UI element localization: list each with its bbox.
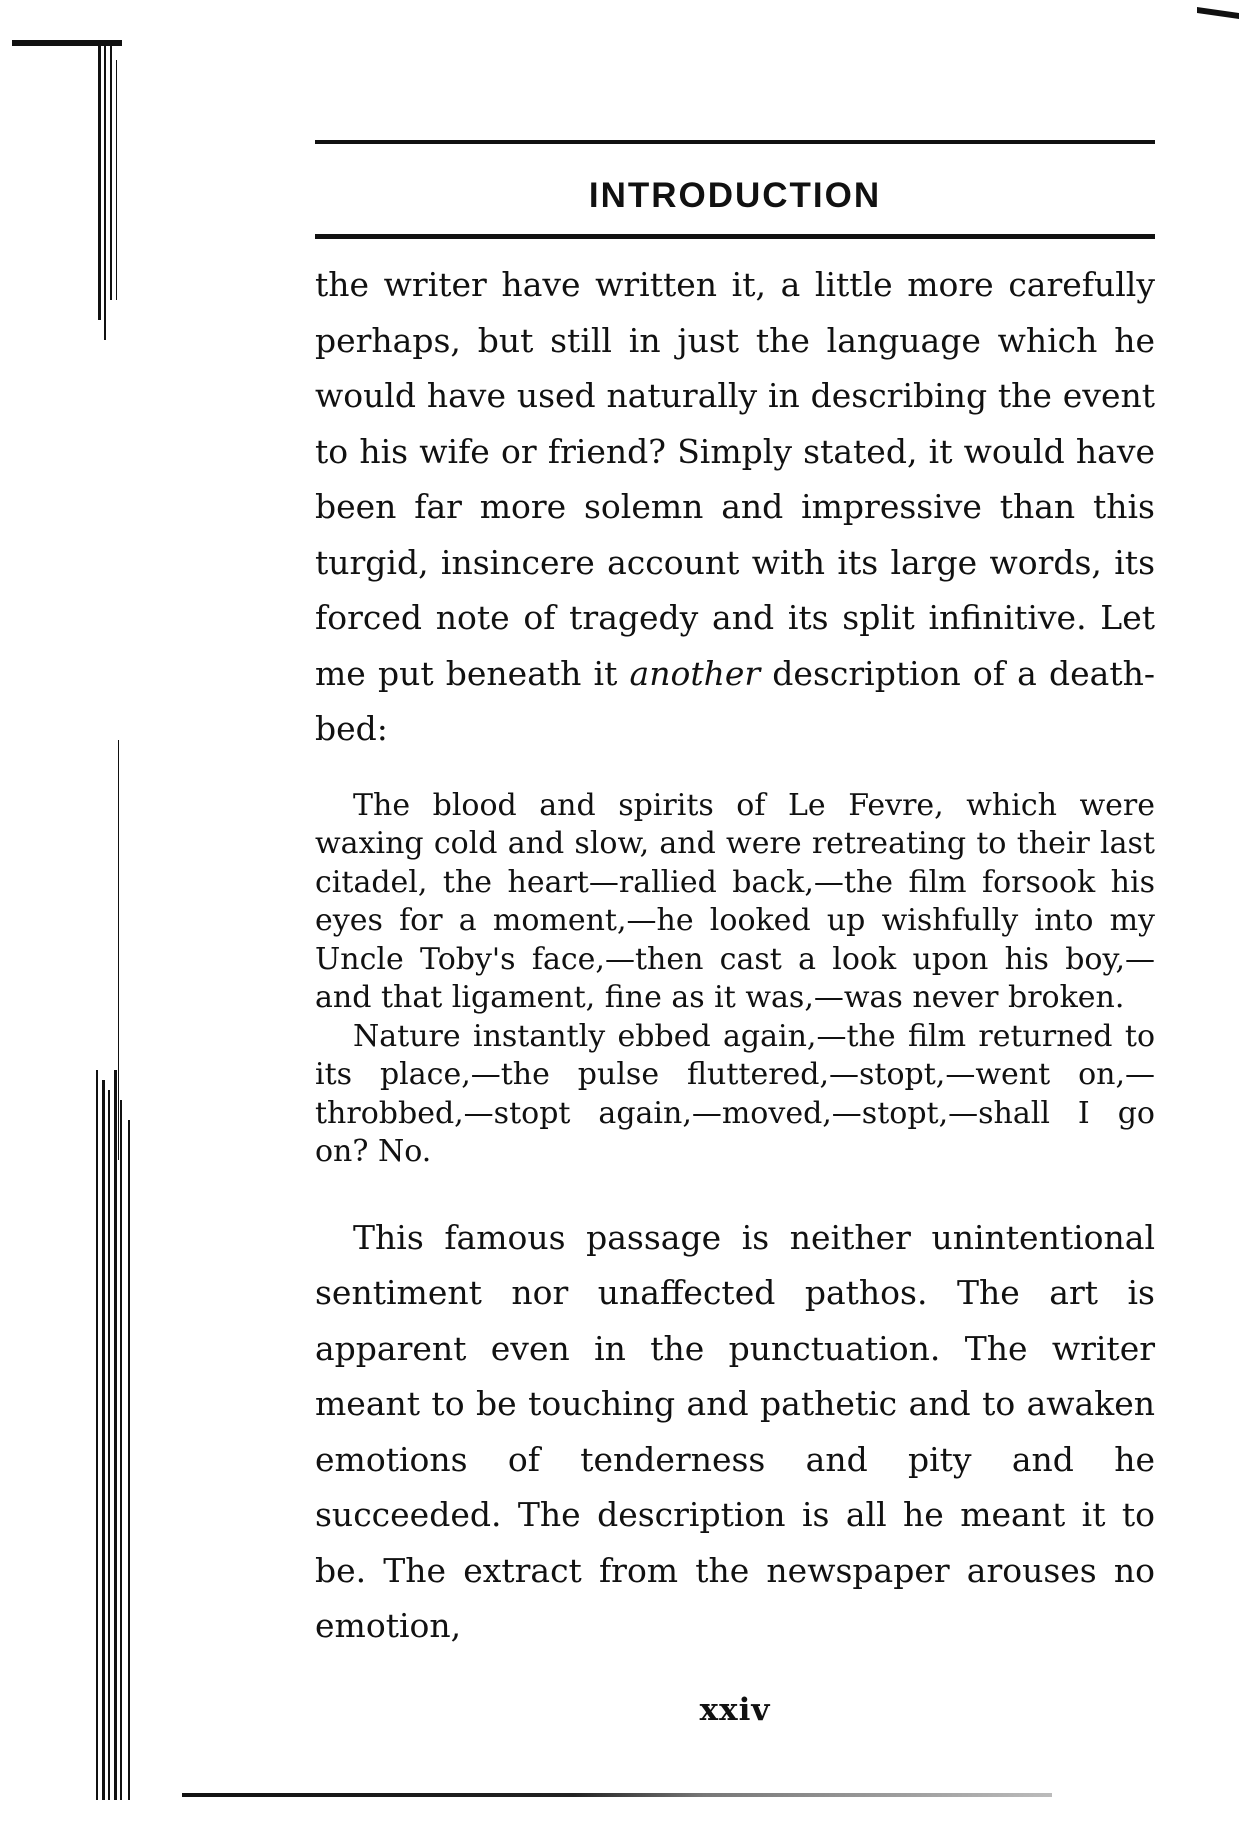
bottom-edge-rule xyxy=(182,1793,1052,1797)
header-rule-top xyxy=(315,140,1155,144)
block-quotation xyxy=(315,787,1155,1172)
page-number: xxiv xyxy=(699,1691,771,1728)
binding-edge-shadow xyxy=(0,40,175,1800)
corner-mark xyxy=(1197,7,1239,19)
quote-paragraph-1: The blood and spirits of Le Fevre, which were waxing cold and slow, and were retreating to their last citadel, the heart—rallied back,—the film forsook his eyes for a moment,—he looked up wishfully into my Uncle Toby's face,—then cast a look upon his boy,—and that ligament, fine as it was,—was never broken. xyxy=(315,787,1155,1015)
header-rule-bottom xyxy=(315,234,1155,239)
quote-paragraph-2: Nature instantly ebbed again,—the film returned to its place,—the pulse fluttered,—stopt,—went on,—throbbed,—stopt again,—moved,—stopt,—shall I go on? No. xyxy=(315,1018,1155,1169)
emphasis-another: another xyxy=(629,653,761,693)
body-paragraph-2: This famous passage is neither unintentional sentiment nor unaffected pathos. The art is apparent even in the punctuation. The writer meant to be touching and pathetic and to awaken emotions of tenderness and pity and he succeeded. The description is all he meant it to be. The extract from the newspaper arouses no emotion, xyxy=(315,1217,1155,1645)
body-paragraph-1: the writer have written it, a little more carefully perhaps, but still in just the language which he would have used naturally in describing the event to his wife or friend? Simply stated, it would have been far more solemn and impressive than this turgid, insincere account with its large words, its forced note of tragedy and its split infinitive. Let me put beneath it another description of a death-bed: xyxy=(315,265,1155,748)
running-title: INTRODUCTION xyxy=(588,176,882,215)
book-page xyxy=(315,140,1155,1728)
